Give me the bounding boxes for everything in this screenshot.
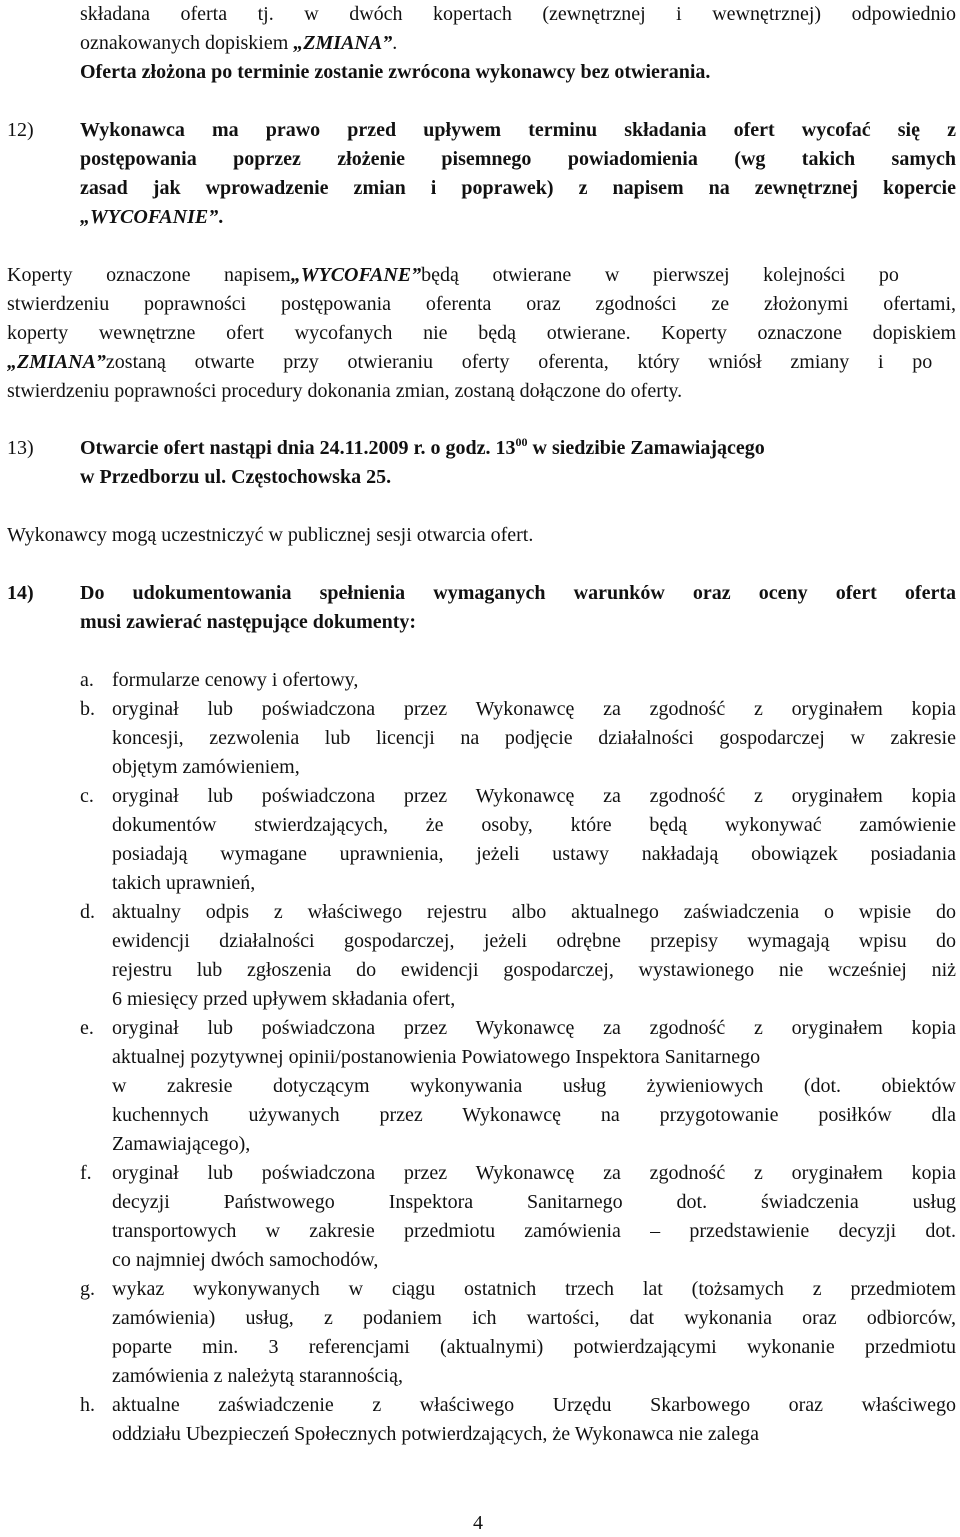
item-h-label: h.	[80, 1394, 95, 1416]
section-12-line-3: zasad jak wprowadzenie zmian i poprawek) z napisem na zewnętrznej kopercie	[80, 177, 956, 199]
item-b-line-2: koncesji, zezwolenia lub licencji na podjęcie działalności gospodarczej w zakresie	[112, 727, 956, 749]
zmiana-label-2: „ZMIANA”	[7, 351, 106, 373]
top-line-1: składana oferta tj. w dwóch kopertach (zewnętrznej i wewnętrznej) odpowiednio	[80, 3, 956, 25]
item-e-line-3: w zakresie dotyczącym wykonywania usług żywieniowych (dot. obiektów	[112, 1075, 956, 1097]
item-f-line-1: oryginał lub poświadczona przez Wykonawcę za zgodność z oryginałem kopia	[112, 1162, 956, 1184]
item-d-line-1: aktualny odpis z właściwego rejestru albo aktualnego zaświadczenia o wpisie do	[112, 901, 956, 923]
item-a-line-1: formularze cenowy i ofertowy,	[112, 669, 359, 691]
para-line-2: stwierdzeniu poprawności postępowania oferenta oraz zgodności ze złożonymi ofertami,	[7, 293, 956, 315]
item-f-line-3: transportowych w zakresie przedmiotu zamówienia – przedstawienie decyzji dot.	[112, 1220, 956, 1242]
section-14-line-2: musi zawierać następujące dokumenty:	[80, 611, 417, 633]
para-line-1-content: Koperty oznaczone napisem„WYCOFANE”będą otwierane w pierwszej kolejności po	[7, 264, 899, 286]
item-d-line-3: rejestru lub zgłoszenia do ewidencji gospodarczej, wystawionego nie wcześniej niż	[112, 959, 956, 981]
item-c-line-4: takich uprawnień,	[112, 872, 256, 894]
wycofanie-label: „WYCOFANIE”	[80, 206, 219, 228]
section-14-line-1: Do udokumentowania spełnienia wymaganych warunków oraz oceny ofert oferta	[80, 582, 956, 604]
item-c-line-2: dokumentów stwierdzających, że osoby, które będą wykonywać zamówienie	[112, 814, 956, 836]
section-14-number: 14)	[7, 582, 34, 604]
item-c-label: c.	[80, 785, 94, 807]
para-line-5: stwierdzeniu poprawności procedury dokonania zmian, zostaną dołączone do oferty.	[7, 380, 683, 402]
top-line-3: Oferta złożona po terminie zostanie zwrócona wykonawcy bez otwierania.	[80, 61, 711, 83]
item-g-line-3: poparte min. 3 referencjami (aktualnymi) potwierdzającymi wykonanie przedmiotu	[112, 1336, 956, 1358]
wycofane-label: „WYCOFANE”	[290, 264, 422, 286]
section-12-line-2: postępowania poprzez złożenie pisemnego powiadomienia (wg takich samych	[80, 148, 956, 170]
item-a-label: a.	[80, 669, 94, 691]
para-line-4-content: „ZMIANA”zostaną otwarte przy otwieraniu oferty oferenta, który wniósł zmiany i po	[7, 351, 933, 373]
item-g-line-2: zamówienia) usług, z podaniem ich wartości, dat wykonania oraz odbiorców,	[112, 1307, 956, 1329]
item-b-label: b.	[80, 698, 95, 720]
item-b-line-3: objętym zamówieniem,	[112, 756, 300, 778]
section-12-number: 12)	[7, 119, 34, 141]
para-line-3: koperty wewnętrzne ofert wycofanych nie będą otwierane. Koperty oznaczone dopiskiem	[7, 322, 956, 344]
item-h-line-1: aktualne zaświadczenie z właściwego Urzędu Skarbowego oraz właściwego	[112, 1394, 956, 1416]
section-13-line-1: Otwarcie ofert nastąpi dnia 24.11.2009 r. o godz. $13^{00}$ w siedzibie Zamawiającego	[80, 435, 765, 459]
item-d-label: d.	[80, 901, 95, 923]
item-c-line-1: oryginał lub poświadczona przez Wykonawcę za zgodność z oryginałem kopia	[112, 785, 956, 807]
zmiana-label: „ZMIANA”	[293, 32, 393, 54]
item-f-line-2: decyzji Państwowego Inspektora Sanitarnego dot. świadczenia usług	[112, 1191, 956, 1213]
section-13-line-2: w Przedborzu ul. Częstochowska 25.	[80, 466, 392, 488]
item-d-line-2: ewidencji działalności gospodarczej, jeżeli odrębne przepisy wymagają wpisu do	[112, 930, 956, 952]
item-g-label: g.	[80, 1278, 95, 1300]
section-12-line-4: „WYCOFANIE”.	[80, 206, 224, 228]
item-e-label: e.	[80, 1017, 94, 1039]
item-b-line-1: oryginał lub poświadczona przez Wykonawcę za zgodność z oryginałem kopia	[112, 698, 956, 720]
para-line-4	[7, 352, 956, 372]
para-line-1	[7, 265, 956, 285]
item-g-line-4: zamówienia z należytą starannością,	[112, 1365, 403, 1387]
item-e-line-5: Zamawiającego),	[112, 1133, 251, 1155]
item-f-label: f.	[80, 1162, 92, 1184]
item-d-line-4: 6 miesięcy przed upływem składania ofert,	[112, 988, 456, 1010]
section-13-note: Wykonawcy mogą uczestniczyć w publicznej sesji otwarcia ofert.	[7, 524, 534, 546]
item-h-line-2: oddziału Ubezpieczeń Społecznych potwierdzających, że Wykonawca nie zalega	[112, 1423, 759, 1445]
top-line-2: oznakowanych dopiskiem „ZMIANA”.	[80, 32, 398, 54]
item-e-line-1: oryginał lub poświadczona przez Wykonawcę za zgodność z oryginałem kopia	[112, 1017, 956, 1039]
page-number: 4	[473, 1512, 483, 1534]
item-c-line-3: posiadają wymagane uprawnienia, jeżeli ustawy nakładają obowiązek posiadania	[112, 843, 956, 865]
item-e-line-4: kuchennych używanych przez Wykonawcę na przygotowanie posiłków dla	[112, 1104, 956, 1126]
item-f-line-4: co najmniej dwóch samochodów,	[112, 1249, 379, 1271]
item-g-line-1: wykaz wykonywanych w ciągu ostatnich trzech lat (tożsamych z przedmiotem	[112, 1278, 956, 1300]
item-e-line-2: aktualnej pozytywnej opinii/postanowienia Powiatowego Inspektora Sanitarnego	[112, 1046, 761, 1068]
section-13-number: 13)	[7, 437, 34, 459]
section-12-line-1: Wykonawca ma prawo przed upływem terminu składania ofert wycofać się z	[80, 119, 956, 141]
